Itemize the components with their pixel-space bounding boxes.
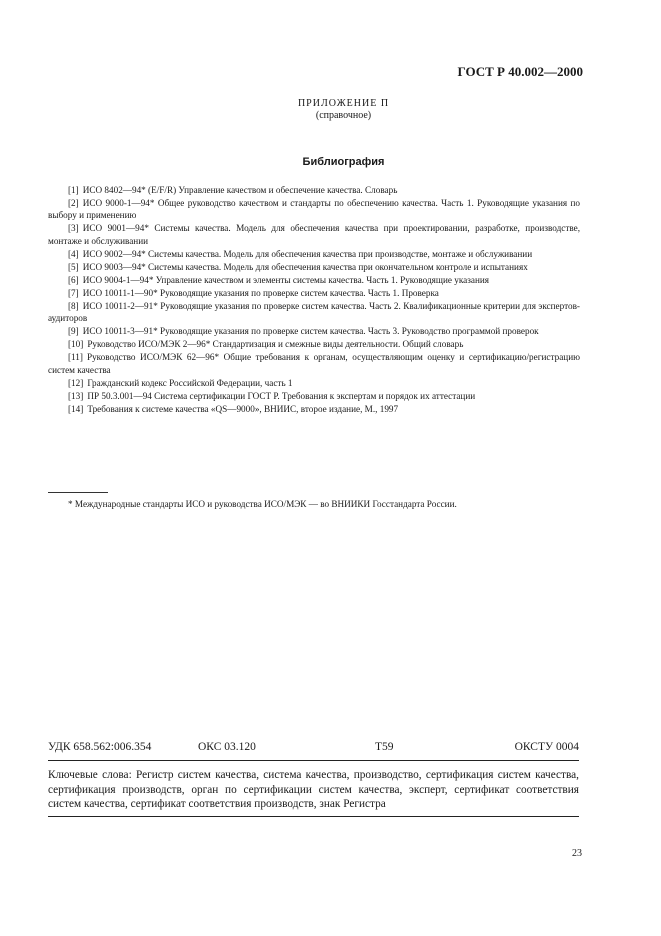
ref-text: Гражданский кодекс Российской Федерации, часть 1 xyxy=(87,377,293,388)
ref-number: [10] xyxy=(68,339,84,350)
okstu-code: ОКСТУ 0004 xyxy=(514,741,579,753)
ref-number: [5] xyxy=(68,261,79,272)
ref-text: Руководство ИСО/МЭК 62—96* Общие требования к органам, осуществляющим оценку и сертификацию/регистрацию систем качества xyxy=(48,352,580,375)
bibliography-item xyxy=(48,403,580,415)
bibliography-item xyxy=(48,261,580,273)
ref-text: ИСО 10011-2—91* Руководящие указания по проверке систем качества. Часть 2. Квалификационные критерии для экспертов-аудиторов xyxy=(48,300,580,324)
appendix-title: ПРИЛОЖЕНИЕ П xyxy=(297,98,390,109)
ref-text: ИСО 10011-1—90* Руководящие указания по проверке систем качества. Часть 1. Проверка xyxy=(82,287,439,298)
ref-text: ИСО 10011-3—91* Руководящие указания по проверке систем качества. Часть 3. Руководство программой проверок xyxy=(82,326,539,337)
bibliography-item xyxy=(48,248,580,260)
bibliography-item xyxy=(48,325,580,337)
udk-code: УДК 658.562:006.354 xyxy=(48,741,152,753)
bibliography-item xyxy=(48,222,580,247)
ref-text: ПР 50.3.001—94 Система сертификации ГОСТ Р. Требования к экспертам и порядок их аттестации xyxy=(87,390,476,401)
bibliography-title: Библиография xyxy=(302,156,385,168)
ref-number: [14] xyxy=(68,403,84,414)
ref-text: ИСО 9000-1—94* Общее руководство качеством и стандарты по обеспечению качества. Часть 1. Руководящие указания по выбору и применению xyxy=(48,198,580,221)
t-code: Т59 xyxy=(375,741,394,753)
bibliography-item xyxy=(48,300,580,325)
ref-text: ИСО 8402—94* (E/F/R) Управление качеством и обеспечение качества. Словарь xyxy=(82,185,398,195)
keywords-block: Ключевые слова: Регистр систем качества, система качества, производство, сертификация систем качества, сертификация производств, орган по сертификации систем качества, эксперт, сертификат соответствия систем качества, сертификат соответствия производств, знак Регистра xyxy=(48,769,579,811)
appendix-heading xyxy=(0,98,661,122)
footnote: * Международные стандарты ИСО и руководства ИСО/МЭК — во ВНИИКИ Госстандарта России. xyxy=(68,499,457,509)
ref-number: [7] xyxy=(68,287,79,298)
ref-number: [2] xyxy=(68,198,79,208)
ref-number: [4] xyxy=(68,248,79,259)
oks-code: ОКС 03.120 xyxy=(198,741,256,753)
ref-text: ИСО 9002—94* Системы качества. Модель для обеспечения качества при производстве, монтаже и обслуживании xyxy=(82,248,533,259)
ref-number: [8] xyxy=(68,300,79,311)
ref-number: [1] xyxy=(68,185,79,195)
bibliography-item xyxy=(48,390,580,402)
ref-number: [11] xyxy=(68,352,83,363)
bibliography-item xyxy=(48,197,580,222)
divider-top xyxy=(48,760,579,761)
bibliography-item xyxy=(48,184,580,196)
page-number: 23 xyxy=(572,848,582,859)
ref-number: [6] xyxy=(68,274,79,285)
ref-text: ИСО 9001—94* Системы качества. Модель для обеспечения качества при проектировании, разработке, производстве, монтаже и обслуживании xyxy=(48,223,580,246)
bibliography-item xyxy=(48,351,580,376)
bibliography-item xyxy=(48,274,580,286)
ref-text: ИСО 9003—94* Системы качества. Модель для обеспечения качества при окончательном контроле и испытаниях xyxy=(82,261,528,272)
bibliography-item xyxy=(48,287,580,299)
ref-number: [9] xyxy=(68,326,79,337)
ref-text: Требования к системе качества «QS—9000», ВНИИС, второе издание, М., 1997 xyxy=(87,403,399,414)
appendix-subtitle: (справочное) xyxy=(315,110,372,121)
ref-text: Руководство ИСО/МЭК 2—96* Стандартизация и смежные виды деятельности. Общий словарь xyxy=(87,339,464,350)
classification-line xyxy=(48,741,579,757)
ref-number: [13] xyxy=(68,390,84,401)
document-code: ГОСТ Р 40.002—2000 xyxy=(457,64,583,79)
ref-number: [3] xyxy=(68,223,79,234)
divider-bottom xyxy=(48,816,579,817)
ref-number: [12] xyxy=(68,377,84,388)
bibliography-list xyxy=(48,184,580,416)
bibliography-item xyxy=(48,377,580,389)
ref-text: ИСО 9004-1—94* Управление качеством и элементы системы качества. Часть 1. Руководящие указания xyxy=(82,274,490,285)
bibliography-item xyxy=(48,338,580,350)
footnote-divider xyxy=(48,492,108,493)
